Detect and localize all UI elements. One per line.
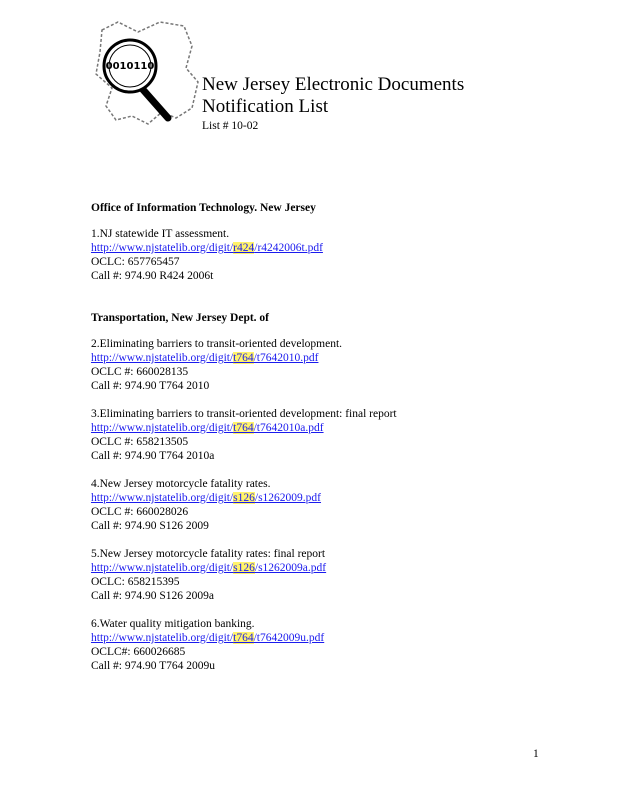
document-title-line2: Notification List	[202, 96, 329, 117]
oclc-number: OCLC#: 660026685	[91, 646, 186, 658]
pdf-link[interactable]: http://www.njstatelib.org/digit/t764/t7642009u.pdf	[91, 632, 325, 644]
page-number: 1	[533, 748, 539, 760]
section-office-of-information-technology	[91, 201, 561, 283]
oclc-number: OCLC: 658215395	[91, 576, 180, 588]
oclc-number: OCLC #: 660028026	[91, 506, 189, 518]
list-entry	[91, 547, 561, 603]
entry-title: 5.New Jersey motorcycle fatality rates: final report	[91, 548, 326, 560]
pdf-link[interactable]: http://www.njstatelib.org/digit/s126/s1262009a.pdf	[91, 562, 327, 574]
oclc-number: OCLC #: 658213505	[91, 436, 189, 448]
call-number: Call #: 974.90 T764 2010a	[91, 450, 215, 462]
pdf-link[interactable]: http://www.njstatelib.org/digit/t764/t7642010.pdf	[91, 352, 319, 364]
call-number: Call #: 974.90 T764 2009u	[91, 660, 216, 672]
section-heading: Transportation, New Jersey Dept. of	[91, 312, 270, 324]
document-header	[202, 74, 464, 133]
section-heading: Office of Information Technology. New Jersey	[91, 202, 316, 214]
list-number: List # 10-02	[202, 120, 259, 132]
pdf-link[interactable]: http://www.njstatelib.org/digit/t764/t7642010a.pdf	[91, 422, 324, 434]
document-body	[91, 201, 561, 673]
oclc-number: OCLC: 657765457	[91, 256, 180, 268]
call-number: Call #: 974.90 S126 2009	[91, 520, 209, 532]
section-transportation-dept	[91, 311, 561, 673]
pdf-link[interactable]: http://www.njstatelib.org/digit/s126/s1262009.pdf	[91, 492, 322, 504]
entry-title: 3.Eliminating barriers to transit-oriented development: final report	[91, 408, 397, 420]
call-number: Call #: 974.90 R424 2006t	[91, 270, 214, 282]
entry-title: 6.Water quality mitigation banking.	[91, 618, 255, 630]
oclc-number: OCLC #: 660028135	[91, 366, 189, 378]
pdf-link[interactable]: http://www.njstatelib.org/digit/r424/r4242006t.pdf	[91, 242, 323, 254]
list-entry	[91, 617, 561, 673]
list-entry	[91, 477, 561, 533]
call-number: Call #: 974.90 S126 2009a	[91, 590, 214, 602]
call-number: Call #: 974.90 T764 2010	[91, 380, 210, 392]
entry-title: 1.NJ statewide IT assessment.	[91, 228, 230, 240]
logo-badge-text: 0010110	[105, 61, 155, 72]
list-entry	[91, 227, 561, 283]
document-title-line1: New Jersey Electronic Documents	[202, 74, 465, 95]
list-entry	[91, 337, 561, 393]
entry-title: 2.Eliminating barriers to transit-oriented development.	[91, 338, 343, 350]
entry-title: 4.New Jersey motorcycle fatality rates.	[91, 478, 271, 490]
nj-magnifier-logo	[88, 16, 208, 128]
list-entry	[91, 407, 561, 463]
